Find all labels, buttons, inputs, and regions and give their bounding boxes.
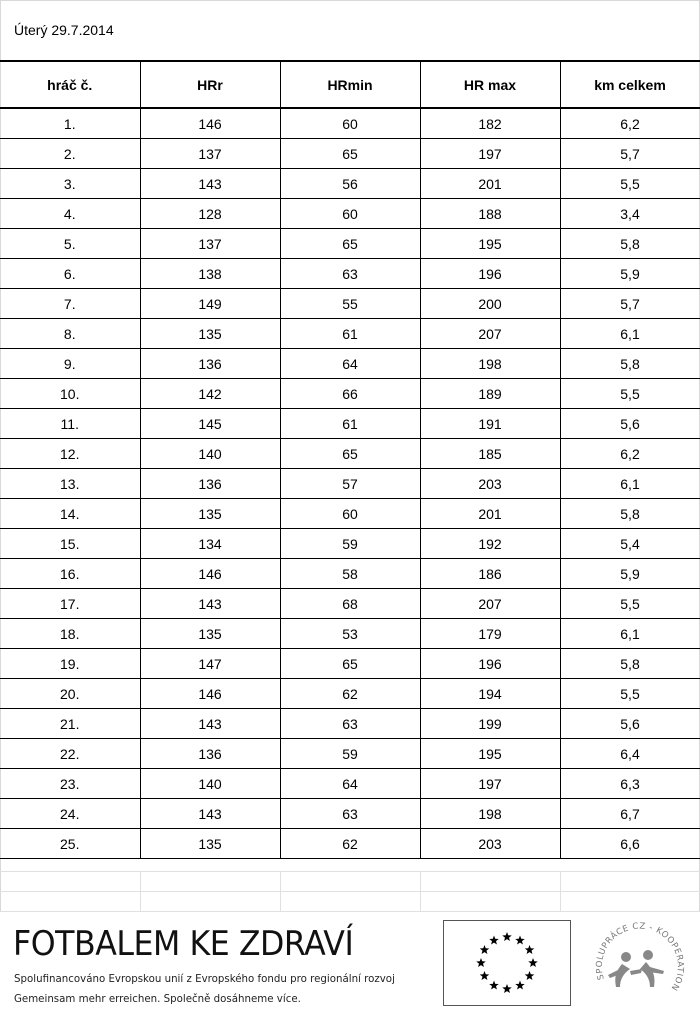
table-row bbox=[0, 139, 700, 169]
cell-hrmax: 192 bbox=[420, 529, 560, 559]
cell-hrmin: 59 bbox=[280, 529, 420, 559]
cell-hrr: 135 bbox=[140, 829, 280, 859]
cell-hrmax: 197 bbox=[420, 769, 560, 799]
cell-km: 6,2 bbox=[560, 108, 700, 139]
cell-km: 6,6 bbox=[560, 829, 700, 859]
table-row bbox=[0, 108, 700, 139]
cell-player: 22. bbox=[0, 739, 140, 769]
cell-hrmax: 188 bbox=[420, 199, 560, 229]
cell-hrr: 142 bbox=[140, 379, 280, 409]
cell-km: 6,1 bbox=[560, 619, 700, 649]
cell-km: 5,9 bbox=[560, 559, 700, 589]
table-row bbox=[0, 709, 700, 739]
cell-hrr: 146 bbox=[140, 559, 280, 589]
table-row bbox=[0, 259, 700, 289]
cell-hrr: 143 bbox=[140, 799, 280, 829]
cell-hrmin: 65 bbox=[280, 139, 420, 169]
eu-star-icon bbox=[476, 958, 486, 967]
table-row bbox=[0, 289, 700, 319]
cell-hrr: 135 bbox=[140, 499, 280, 529]
cell-player: 8. bbox=[0, 319, 140, 349]
cell-hrr: 138 bbox=[140, 259, 280, 289]
column-header-km: km celkem bbox=[560, 61, 700, 108]
cell-hrmin: 63 bbox=[280, 799, 420, 829]
cell-km: 5,7 bbox=[560, 139, 700, 169]
eu-star-icon bbox=[489, 981, 499, 990]
column-header-hrr: HRr bbox=[140, 61, 280, 108]
table-row bbox=[0, 529, 700, 559]
cell-hrmax: 203 bbox=[420, 829, 560, 859]
cell-hrmax: 189 bbox=[420, 379, 560, 409]
eu-star-icon bbox=[528, 958, 538, 967]
cell-hrr: 137 bbox=[140, 139, 280, 169]
table-header-row bbox=[0, 61, 700, 108]
cell-hrr: 136 bbox=[140, 349, 280, 379]
cell-hrmax: 196 bbox=[420, 649, 560, 679]
table-row bbox=[0, 439, 700, 469]
empty-rows bbox=[0, 871, 700, 912]
eu-star-icon bbox=[525, 971, 535, 980]
table-row bbox=[0, 739, 700, 769]
cell-player: 7. bbox=[0, 289, 140, 319]
cell-hrr: 136 bbox=[140, 739, 280, 769]
eu-star-icon bbox=[525, 945, 535, 954]
cell-player: 21. bbox=[0, 709, 140, 739]
cell-km: 5,6 bbox=[560, 709, 700, 739]
date-label: Úterý 29.7.2014 bbox=[14, 22, 114, 38]
cell-hrmin: 65 bbox=[280, 649, 420, 679]
cell-km: 6,2 bbox=[560, 439, 700, 469]
cell-player: 24. bbox=[0, 799, 140, 829]
cell-km: 5,8 bbox=[560, 499, 700, 529]
cell-player: 1. bbox=[0, 108, 140, 139]
cell-hrmin: 60 bbox=[280, 108, 420, 139]
cell-hrmin: 55 bbox=[280, 289, 420, 319]
table-row bbox=[0, 349, 700, 379]
table-row bbox=[0, 769, 700, 799]
cell-hrmax: 191 bbox=[420, 409, 560, 439]
eu-star-icon bbox=[489, 935, 499, 944]
coop-logo-text: SPOLUPRÁCE CZ - KOOPERATION bbox=[594, 921, 686, 993]
cell-hrmax: 186 bbox=[420, 559, 560, 589]
table-row bbox=[0, 829, 700, 859]
cell-hrmax: 195 bbox=[420, 229, 560, 259]
cell-km: 6,1 bbox=[560, 469, 700, 499]
cell-player: 6. bbox=[0, 259, 140, 289]
cell-player: 23. bbox=[0, 769, 140, 799]
cell-km: 6,3 bbox=[560, 769, 700, 799]
cell-km: 5,5 bbox=[560, 379, 700, 409]
cell-player: 12. bbox=[0, 439, 140, 469]
table-row bbox=[0, 499, 700, 529]
table-row bbox=[0, 799, 700, 829]
cell-hrmin: 64 bbox=[280, 349, 420, 379]
table-row bbox=[0, 409, 700, 439]
cell-player: 5. bbox=[0, 229, 140, 259]
cell-hrmax: 199 bbox=[420, 709, 560, 739]
cell-hrmin: 65 bbox=[280, 229, 420, 259]
cell-player: 4. bbox=[0, 199, 140, 229]
cell-hrmin: 53 bbox=[280, 619, 420, 649]
table-row bbox=[0, 559, 700, 589]
cell-player: 2. bbox=[0, 139, 140, 169]
cell-hrr: 135 bbox=[140, 319, 280, 349]
cell-player: 16. bbox=[0, 559, 140, 589]
footer-cofinance-text: Spolufinancováno Evropskou unií z Evropského fondu pro regionální rozvoj bbox=[14, 972, 395, 985]
cell-hrmin: 63 bbox=[280, 259, 420, 289]
cell-hrmin: 59 bbox=[280, 739, 420, 769]
cell-km: 5,9 bbox=[560, 259, 700, 289]
eu-star-icon bbox=[515, 981, 525, 990]
cell-hrr: 146 bbox=[140, 108, 280, 139]
cell-player: 13. bbox=[0, 469, 140, 499]
table-row bbox=[0, 649, 700, 679]
cell-hrmax: 197 bbox=[420, 139, 560, 169]
cell-km: 5,5 bbox=[560, 679, 700, 709]
cell-player: 17. bbox=[0, 589, 140, 619]
cell-hrr: 143 bbox=[140, 589, 280, 619]
eu-star-icon bbox=[502, 932, 512, 941]
cell-hrmin: 66 bbox=[280, 379, 420, 409]
cell-hrmax: 179 bbox=[420, 619, 560, 649]
cell-hrr: 149 bbox=[140, 289, 280, 319]
cell-hrmax: 200 bbox=[420, 289, 560, 319]
cell-player: 18. bbox=[0, 619, 140, 649]
cell-hrr: 128 bbox=[140, 199, 280, 229]
column-header-player: hráč č. bbox=[0, 61, 140, 108]
svg-text:SPOLUPRÁCE CZ - KOOPERATION AT bbox=[586, 917, 685, 992]
cell-hrmin: 65 bbox=[280, 439, 420, 469]
cell-hrmax: 207 bbox=[420, 589, 560, 619]
cell-player: 3. bbox=[0, 169, 140, 199]
cell-player: 20. bbox=[0, 679, 140, 709]
cell-hrmax: 201 bbox=[420, 499, 560, 529]
table-row bbox=[0, 319, 700, 349]
cell-hrmax: 201 bbox=[420, 169, 560, 199]
column-header-hrmin: HRmin bbox=[280, 61, 420, 108]
cell-player: 10. bbox=[0, 379, 140, 409]
table-row bbox=[0, 589, 700, 619]
cell-km: 5,4 bbox=[560, 529, 700, 559]
table-row bbox=[0, 619, 700, 649]
cell-hrmin: 57 bbox=[280, 469, 420, 499]
cell-hrmax: 198 bbox=[420, 799, 560, 829]
cell-hrmin: 60 bbox=[280, 199, 420, 229]
column-header-hrmax: HR max bbox=[420, 61, 560, 108]
cell-km: 5,7 bbox=[560, 289, 700, 319]
cell-hrmax: 207 bbox=[420, 319, 560, 349]
cell-hrr: 145 bbox=[140, 409, 280, 439]
cell-hrr: 140 bbox=[140, 769, 280, 799]
table-row bbox=[0, 229, 700, 259]
cell-player: 14. bbox=[0, 499, 140, 529]
footer-slogan-text: Gemeinsam mehr erreichen. Společně dosáhneme více. bbox=[14, 992, 301, 1005]
eu-star-icon bbox=[502, 984, 512, 993]
cell-player: 9. bbox=[0, 349, 140, 379]
cell-km: 5,8 bbox=[560, 349, 700, 379]
cell-hrmax: 198 bbox=[420, 349, 560, 379]
cell-hrmax: 182 bbox=[420, 108, 560, 139]
cell-hrr: 143 bbox=[140, 709, 280, 739]
table-row bbox=[0, 169, 700, 199]
cell-hrmin: 62 bbox=[280, 679, 420, 709]
empty-row bbox=[0, 892, 700, 912]
cell-km: 6,7 bbox=[560, 799, 700, 829]
cell-hrr: 136 bbox=[140, 469, 280, 499]
cell-hrr: 147 bbox=[140, 649, 280, 679]
cell-hrr: 143 bbox=[140, 169, 280, 199]
cell-km: 5,8 bbox=[560, 229, 700, 259]
footer-title: FOTBALEM KE ZDRAVÍ bbox=[13, 924, 354, 964]
cell-km: 5,5 bbox=[560, 169, 700, 199]
footer-banner bbox=[0, 912, 700, 1018]
cell-hrmin: 62 bbox=[280, 829, 420, 859]
table-row bbox=[0, 199, 700, 229]
cell-hrmin: 61 bbox=[280, 319, 420, 349]
cell-km: 5,6 bbox=[560, 409, 700, 439]
cell-km: 5,8 bbox=[560, 649, 700, 679]
table-row bbox=[0, 469, 700, 499]
cell-hrmin: 64 bbox=[280, 769, 420, 799]
cell-hrr: 137 bbox=[140, 229, 280, 259]
cell-hrmin: 56 bbox=[280, 169, 420, 199]
cell-player: 19. bbox=[0, 649, 140, 679]
cell-km: 3,4 bbox=[560, 199, 700, 229]
eu-star-icon bbox=[480, 945, 490, 954]
empty-row bbox=[0, 872, 700, 892]
results-table bbox=[0, 60, 700, 859]
cell-hrr: 135 bbox=[140, 619, 280, 649]
runners-icon bbox=[608, 950, 664, 987]
cell-hrr: 134 bbox=[140, 529, 280, 559]
cell-km: 6,1 bbox=[560, 319, 700, 349]
cell-km: 5,5 bbox=[560, 589, 700, 619]
cell-hrmax: 203 bbox=[420, 469, 560, 499]
cell-hrmin: 61 bbox=[280, 409, 420, 439]
cell-hrmin: 60 bbox=[280, 499, 420, 529]
eu-star-icon bbox=[480, 971, 490, 980]
cell-hrmin: 58 bbox=[280, 559, 420, 589]
cooperation-logo-icon bbox=[586, 917, 690, 1017]
cell-hrmin: 68 bbox=[280, 589, 420, 619]
cell-hrr: 140 bbox=[140, 439, 280, 469]
cell-km: 6,4 bbox=[560, 739, 700, 769]
eu-flag-icon bbox=[443, 920, 571, 1006]
cell-player: 15. bbox=[0, 529, 140, 559]
cell-hrr: 146 bbox=[140, 679, 280, 709]
cell-hrmax: 196 bbox=[420, 259, 560, 289]
cell-hrmax: 185 bbox=[420, 439, 560, 469]
cell-player: 11. bbox=[0, 409, 140, 439]
cell-hrmin: 63 bbox=[280, 709, 420, 739]
cell-hrmax: 195 bbox=[420, 739, 560, 769]
table-row bbox=[0, 379, 700, 409]
table-row bbox=[0, 679, 700, 709]
cell-player: 25. bbox=[0, 829, 140, 859]
cell-hrmax: 194 bbox=[420, 679, 560, 709]
eu-star-icon bbox=[515, 935, 525, 944]
